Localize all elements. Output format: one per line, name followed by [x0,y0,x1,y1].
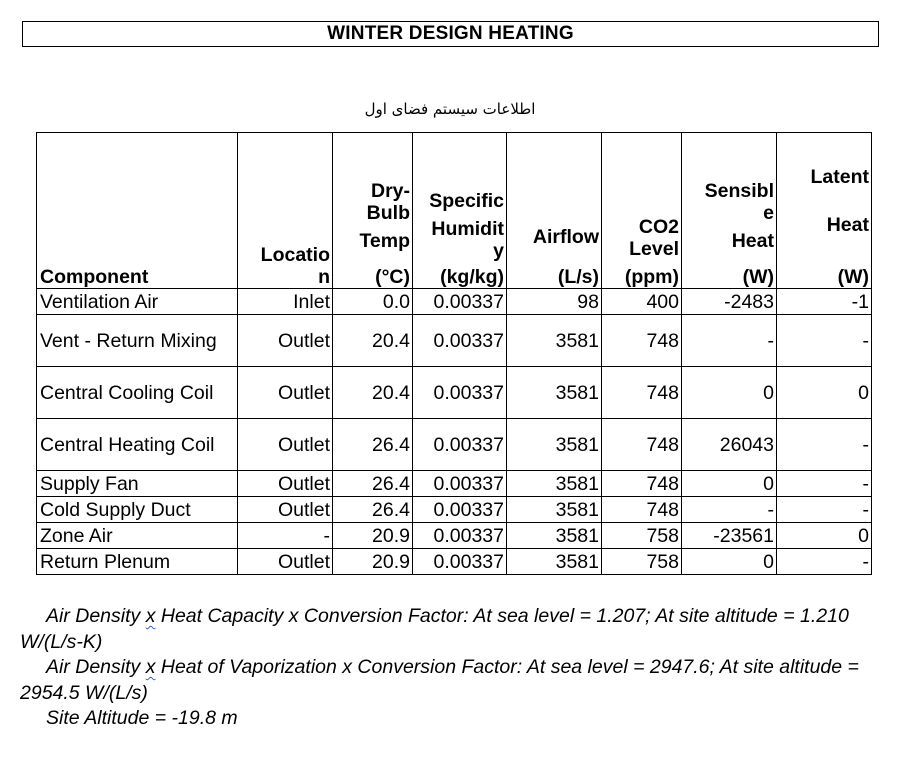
cell-humidity: 0.00337 [413,315,507,367]
cell-temp: 20.4 [333,367,413,419]
cell-location: Outlet [238,471,333,497]
cell-location: - [238,523,333,549]
header-component: Component [37,133,238,289]
cell-airflow: 98 [507,289,602,315]
cell-sensible: 0 [682,367,777,419]
cell-component: Ventilation Air [37,289,238,315]
cell-location: Outlet [238,419,333,471]
cell-humidity: 0.00337 [413,289,507,315]
cell-airflow: 3581 [507,523,602,549]
cell-latent: 0 [777,367,872,419]
cell-sensible: 0 [682,471,777,497]
cell-sensible: - [682,315,777,367]
table-row-supply-fan [37,471,872,497]
cell-co2: 748 [602,471,682,497]
cell-component: Supply Fan [37,471,238,497]
cell-component: Central Cooling Coil [37,367,238,419]
table-row-central-cooling-coil [37,367,872,419]
footnote-site-altitude: Site Altitude = -19.8 m [46,707,238,729]
section-subtitle [0,100,900,118]
cell-airflow: 3581 [507,471,602,497]
table-header-row [37,133,872,289]
cell-temp: 20.9 [333,523,413,549]
table-row-central-heating-coil [37,419,872,471]
cell-latent: -1 [777,289,872,315]
header-sensible-heat: Sensibl e Heat (W) [682,133,777,289]
header-location: Locatio n [238,133,333,289]
cell-airflow: 3581 [507,367,602,419]
cell-airflow: 3581 [507,315,602,367]
cell-co2: 748 [602,367,682,419]
cell-location: Outlet [238,497,333,523]
cell-co2: 758 [602,549,682,575]
cell-sensible: -2483 [682,289,777,315]
header-latent-heat: Latent Heat (W) [777,133,872,289]
cell-humidity: 0.00337 [413,497,507,523]
cell-sensible: - [682,497,777,523]
cell-location: Inlet [238,289,333,315]
cell-co2: 400 [602,289,682,315]
cell-latent: - [777,471,872,497]
cell-latent: - [777,315,872,367]
cell-humidity: 0.00337 [413,549,507,575]
footnote-heat-capacity: Air Density x Heat Capacity x Conversion Factor: At sea level = 1.207; At site altitude = 1.210 W/(L/s-K) [20,605,849,653]
header-drybulb-temp: Dry- Bulb Temp (°C) [333,133,413,289]
cell-sensible: 26043 [682,419,777,471]
cell-component: Cold Supply Duct [37,497,238,523]
header-specific-humidity: Specific Humidit y (kg/kg) [413,133,507,289]
cell-latent: - [777,549,872,575]
heating-design-table [36,132,872,575]
table-row-ventilation-air [37,289,872,315]
cell-co2: 748 [602,497,682,523]
cell-location: Outlet [238,549,333,575]
header-co2-level: CO2 Level (ppm) [602,133,682,289]
cell-location: Outlet [238,315,333,367]
cell-co2: 748 [602,419,682,471]
cell-component: Zone Air [37,523,238,549]
cell-component: Vent - Return Mixing [37,315,238,367]
table-row-cold-supply-duct [37,497,872,523]
report-title [22,21,879,47]
cell-latent: - [777,497,872,523]
cell-sensible: -23561 [682,523,777,549]
cell-airflow: 3581 [507,419,602,471]
cell-temp: 0.0 [333,289,413,315]
cell-sensible: 0 [682,549,777,575]
table-row-vent-return-mixing [37,315,872,367]
section-subtitle-text: اطلاعات سیستم فضای اول [364,100,536,118]
cell-component: Return Plenum [37,549,238,575]
footnote-heat-vaporization: Air Density x Heat of Vaporization x Conversion Factor: At sea level = 2947.6; At site altitude = 2954.5 W/(L/s) [20,656,859,704]
header-airflow: Airflow (L/s) [507,133,602,289]
cell-temp: 20.9 [333,549,413,575]
cell-location: Outlet [238,367,333,419]
cell-temp: 26.4 [333,497,413,523]
spellcheck-mark: x [145,605,156,627]
cell-humidity: 0.00337 [413,523,507,549]
report-title-text: WINTER DESIGN HEATING [327,23,574,44]
spellcheck-mark: x [145,656,156,678]
table-row-return-plenum [37,549,872,575]
cell-latent: 0 [777,523,872,549]
cell-component: Central Heating Coil [37,419,238,471]
cell-latent: - [777,419,872,471]
cell-humidity: 0.00337 [413,471,507,497]
cell-temp: 20.4 [333,315,413,367]
table-row-zone-air [37,523,872,549]
cell-airflow: 3581 [507,549,602,575]
cell-co2: 748 [602,315,682,367]
cell-humidity: 0.00337 [413,367,507,419]
cell-humidity: 0.00337 [413,419,507,471]
cell-temp: 26.4 [333,471,413,497]
cell-airflow: 3581 [507,497,602,523]
footnotes [20,604,890,732]
cell-co2: 758 [602,523,682,549]
cell-temp: 26.4 [333,419,413,471]
